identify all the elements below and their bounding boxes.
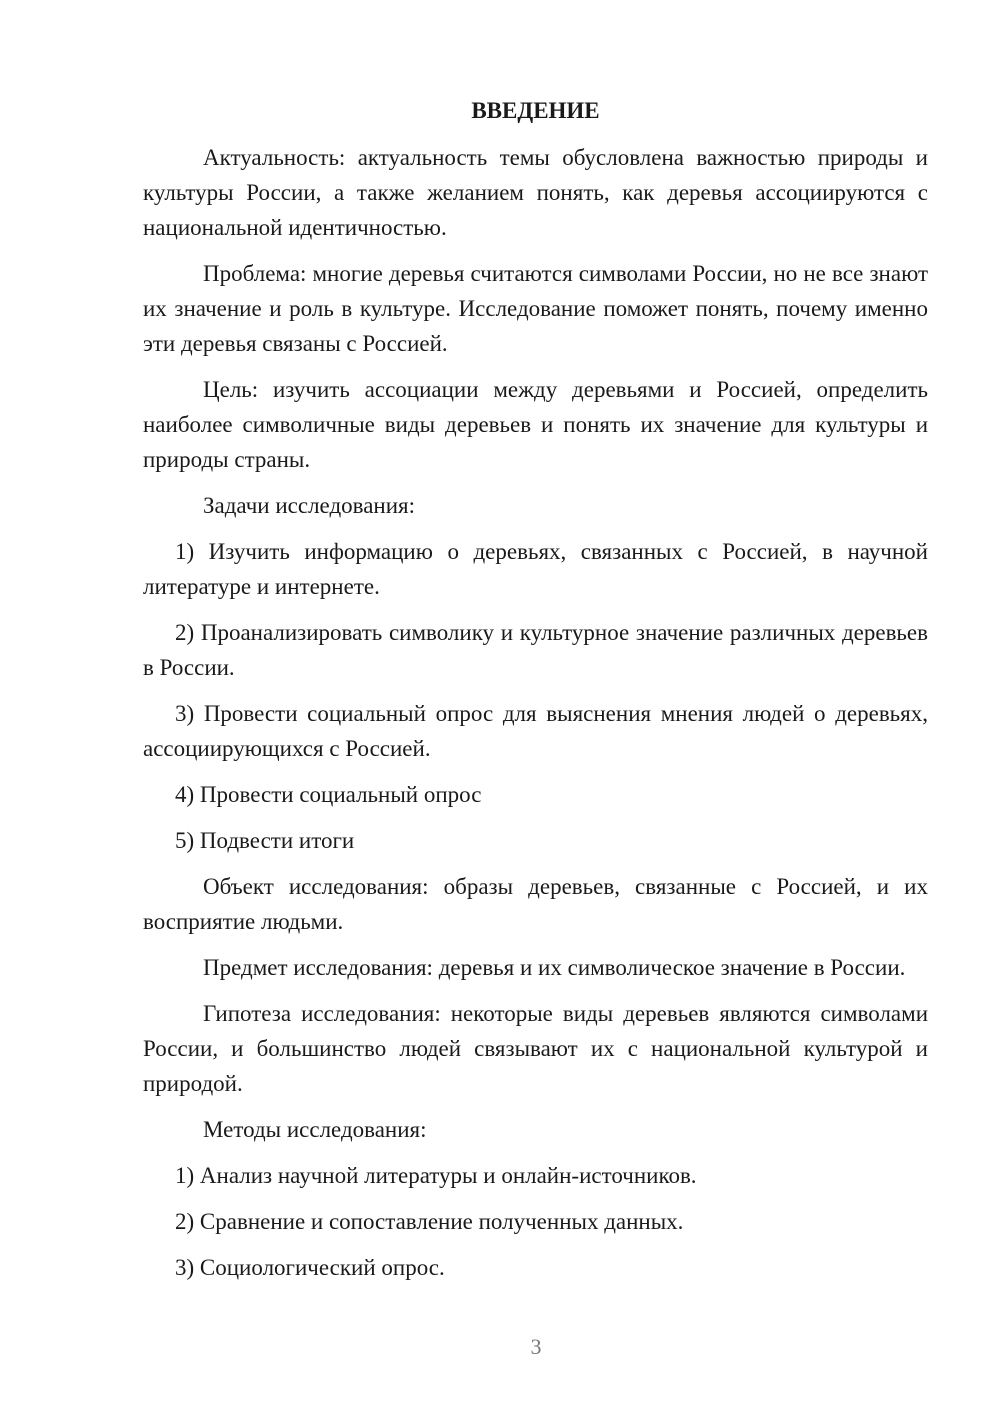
method-item-3: 3) Социологический опрос.	[175, 1255, 445, 1280]
method-item-2: 2) Сравнение и сопоставление полученных данных.	[175, 1209, 684, 1234]
object-paragraph: Объект исследования: образы деревьев, связанные с Россией, и их восприятие людьми.	[143, 874, 928, 934]
goal-paragraph: Цель: изучить ассоциации между деревьями и Россией, определить наиболее символичные виды деревьев и понять их значение для культуры и природы страны.	[143, 377, 928, 472]
method-item-1: 1) Анализ научной литературы и онлайн-источников.	[175, 1163, 697, 1188]
page-number: 3	[530, 1334, 542, 1359]
task-item-5: 5) Подвести итоги	[175, 828, 355, 853]
problem-paragraph: Проблема: многие деревья считаются символами России, но не все знают их значение и роль в культуре. Исследование поможет понять, почему именно эти деревья связаны с Россией.	[143, 261, 928, 356]
tasks-heading: Задачи исследования:	[203, 493, 416, 518]
hypothesis-paragraph: Гипотеза исследования: некоторые виды деревьев являются символами России, и большинство людей связывают их с национальной культурой и природой.	[143, 1001, 928, 1096]
relevance-paragraph: Актуальность: актуальность темы обусловлена важностью природы и культуры России, а также желанием понять, как деревья ассоциируются с национальной идентичностью.	[143, 145, 928, 240]
page-title: ВВЕДЕНИЕ	[471, 98, 600, 123]
task-item-4: 4) Провести социальный опрос	[175, 782, 482, 807]
document-page	[143, 93, 928, 1296]
methods-heading: Методы исследования:	[203, 1117, 427, 1142]
task-item-1: 1) Изучить информацию о деревьях, связанных с Россией, в научной литературе и интернете.	[143, 539, 928, 599]
subject-paragraph: Предмет исследования: деревья и их символическое значение в России.	[203, 955, 906, 980]
task-item-3: 3) Провести социальный опрос для выяснения мнения людей о деревьях, ассоциирующихся с Россией.	[143, 701, 928, 761]
task-item-2: 2) Проанализировать символику и культурное значение различных деревьев в России.	[143, 620, 928, 680]
